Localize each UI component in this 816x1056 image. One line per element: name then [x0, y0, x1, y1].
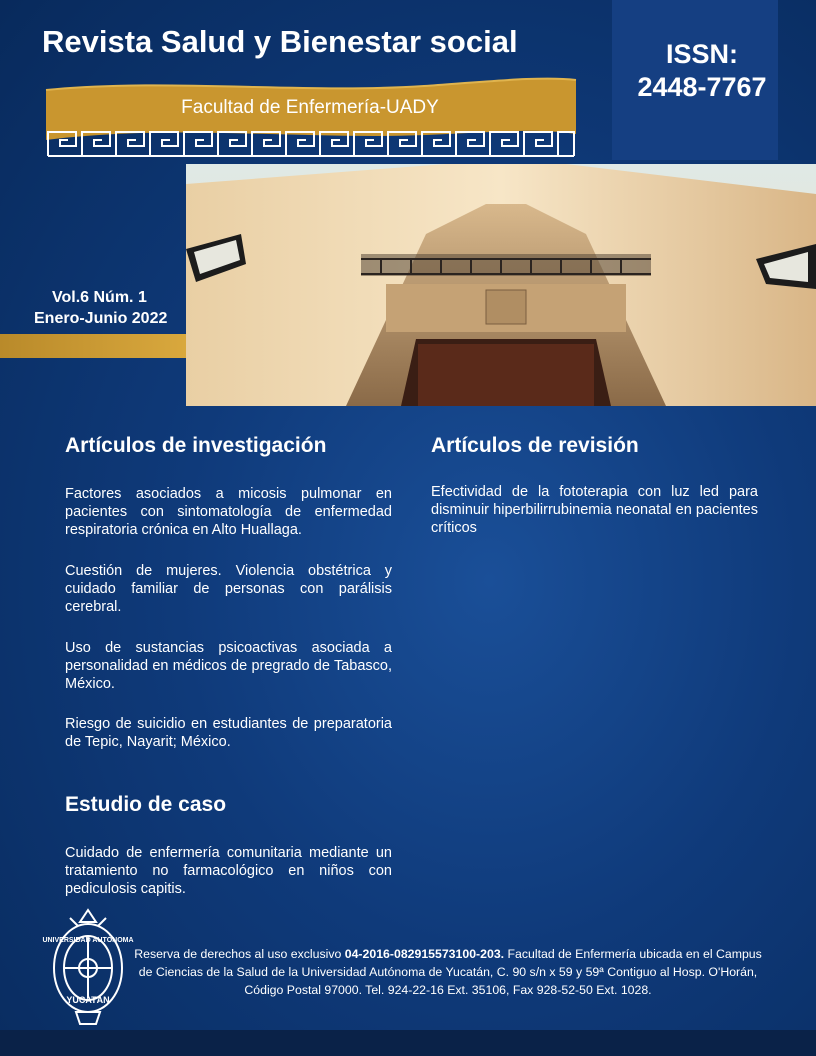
seal-bottom-text: YUCATÁN [66, 995, 110, 1005]
heading-investigacion: Artículos de investigación [65, 434, 327, 457]
article-investigacion-1[interactable]: Factores asociados a micosis pulmonar en pacientes con sintomatología de enfermedad respiratoria crónica en Alto Huallaga. [65, 486, 392, 538]
footer-legal-text [128, 945, 768, 999]
issue-period: Enero-Junio 2022 [34, 310, 168, 327]
seal-top-text: UNIVERSIDAD AUTÓNOMA [42, 937, 134, 944]
faculty-name: Facultad de Enfermería-UADY [181, 97, 439, 118]
article-caso-1[interactable]: Cuidado de enfermería comunitaria mediante un tratamiento no farmacológico en niños con pediculosis capitis. [65, 845, 392, 897]
footer-address: Facultad de Enfermería ubicada en el Campus de Ciencias de la Salud de la Universidad Autónoma de Yucatán, C. 90 s/n x 59 y 59ª Contiguo al Hosp. O'Horán, Código Postal 97000. Tel. 924-22-16 Ext. 35106, Fax 928-52-50 Ext. 1028. [138, 947, 762, 997]
footer-prefix: Reserva de derechos al uso exclusivo [134, 947, 345, 961]
cover-photo-building [186, 164, 816, 406]
issn-number: 2448-7767 [637, 72, 767, 102]
article-investigacion-2[interactable]: Cuestión de mujeres. Violencia obstétrica y cuidado familiar de personas con parálisis cerebral. [65, 563, 392, 615]
volume-number: Vol.6 Núm. 1 [52, 289, 147, 306]
bottom-bar [0, 1030, 816, 1056]
uady-seal-logo [42, 908, 134, 1026]
article-investigacion-4[interactable]: Riesgo de suicidio en estudiantes de preparatoria de Tepic, Nayarit; México. [65, 716, 392, 750]
heading-caso: Estudio de caso [65, 793, 227, 816]
heading-revision: Artículos de revisión [431, 434, 639, 457]
issn-label: ISSN: [665, 39, 738, 69]
article-investigacion-3[interactable]: Uso de sustancias psicoactivas asociada a personalidad en médicos de pregrado de Tabasco, México. [65, 640, 392, 692]
journal-title: Revista Salud y Bienestar social [42, 24, 518, 59]
gold-accent-bar [0, 334, 186, 358]
article-revision-1[interactable]: Efectividad de la fototerapia con luz led para disminuir hiperbilirrubinemia neonatal en pacientes críticos [431, 484, 758, 536]
footer-reserve-number: 04-2016-082915573100-203. [344, 947, 505, 961]
greek-key-border [46, 128, 576, 158]
